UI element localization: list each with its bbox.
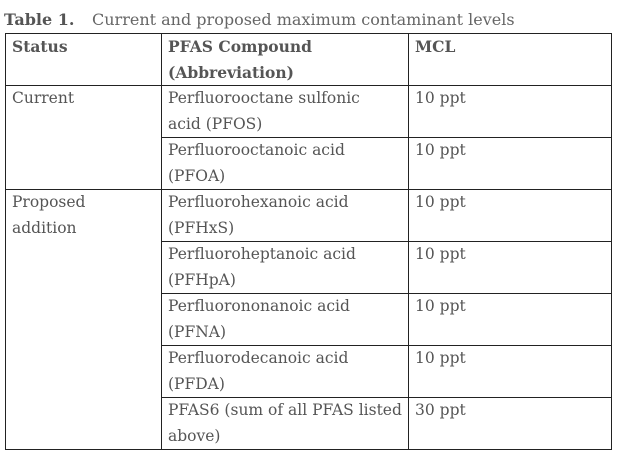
compound-cell: Perfluorodecanoic acid (PFDA): [162, 346, 409, 398]
mcl-cell: 10 ppt: [409, 190, 612, 242]
table-title: Current and proposed maximum contaminant levels: [92, 10, 515, 29]
mcl-cell: 10 ppt: [409, 86, 612, 138]
status-cell: Proposed addition: [6, 190, 162, 450]
mcl-cell: 10 ppt: [409, 242, 612, 294]
compound-cell: PFAS6 (sum of all PFAS listed above): [162, 398, 409, 450]
compound-header: PFAS Compound (Abbreviation): [162, 34, 409, 86]
compound-cell: Perfluorooctane sulfonic acid (PFOS): [162, 86, 409, 138]
header-row: [6, 34, 612, 86]
status-cell: Current: [6, 86, 162, 190]
compound-cell: Perfluorooctanoic acid (PFOA): [162, 138, 409, 190]
mcl-table: [5, 33, 612, 450]
mcl-cell: 30 ppt: [409, 398, 612, 450]
table-row: [6, 190, 612, 242]
table-row: [6, 86, 612, 138]
mcl-header: MCL: [409, 34, 612, 86]
table-number: Table 1.: [4, 10, 75, 29]
mcl-cell: 10 ppt: [409, 346, 612, 398]
table-caption: [4, 8, 515, 32]
mcl-cell: 10 ppt: [409, 294, 612, 346]
mcl-cell: 10 ppt: [409, 138, 612, 190]
compound-cell: Perfluorononanoic acid (PFNA): [162, 294, 409, 346]
compound-cell: Perfluoroheptanoic acid (PFHpA): [162, 242, 409, 294]
compound-cell: Perfluorohexanoic acid (PFHxS): [162, 190, 409, 242]
status-header: Status: [6, 34, 162, 86]
